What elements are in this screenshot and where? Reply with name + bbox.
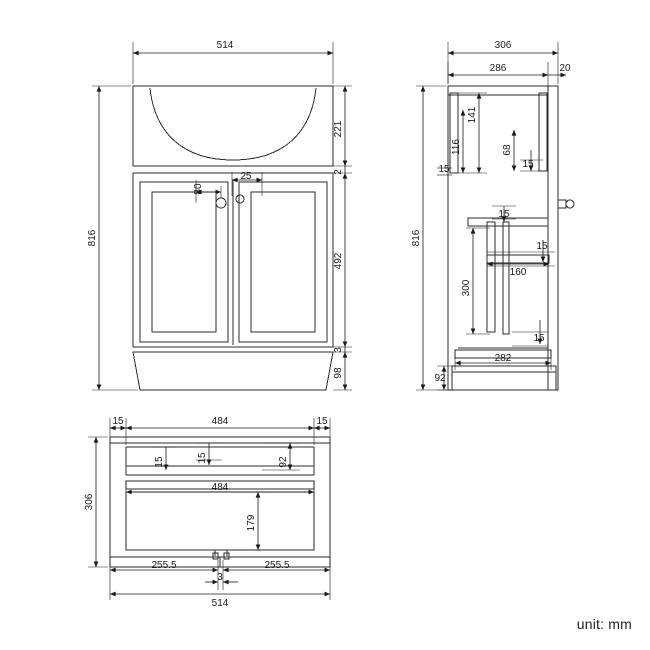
dim-front-handle-gap: 25 [240,171,252,182]
dim-front-handle-offset: 80 [193,183,204,195]
dim-side-body-depth: 286 [489,63,507,74]
dim-side-depth: 306 [494,40,512,51]
side-view-geometry [448,86,574,390]
front-view-geometry [133,86,333,390]
dim-plan-overall-width: 514 [211,598,229,609]
dim-front-plinth-height: 98 [333,367,344,379]
dim-plan-rail-offset: 92 [278,456,289,468]
dim-plan-panel-width: 484 [211,482,229,493]
dim-side-base-width: 282 [494,353,512,364]
dim-side-shelf-thickness: 15 [536,241,548,252]
dim-side-top-rail: 141 [467,106,478,124]
dim-plan-left-margin: 15 [112,416,124,427]
dim-front-door-height: 492 [333,252,344,270]
dim-plan-panel-depth: 179 [246,514,257,532]
dim-side-rail-height-left: 116 [451,139,462,155]
dim-front-basin-height: 221 [333,120,344,138]
dim-side-rail-thickness-top: 15 [438,164,450,175]
dim-side-rail-thickness-right: 15 [522,159,534,170]
dim-plan-door-right: 255.5 [264,560,290,571]
plan-view-geometry [110,437,330,567]
dim-side-shelf-bottom: 15 [533,333,545,344]
dim-plan-inner-width: 484 [211,416,229,427]
dim-plan-rail-a: 15 [154,456,165,468]
dim-side-rail-height-right: 68 [502,144,513,156]
dim-front-height: 816 [87,229,98,247]
dim-plan-right-margin: 15 [316,416,328,427]
dim-front-plinth-gap: 3 [333,347,344,353]
dim-plan-door-gap: 3 [217,572,223,583]
dim-front-top-gap: 2 [333,169,344,175]
dim-side-height: 816 [411,229,422,247]
dim-side-shelf-offset: 15 [498,209,510,220]
unit-note: unit: mm [576,616,632,632]
dim-side-shelf-drop: 300 [461,279,472,297]
dim-side-base-height: 92 [434,373,446,384]
dim-plan-depth: 306 [84,493,95,511]
dim-front-width: 514 [216,40,234,51]
dim-side-shelf-width: 160 [509,267,527,278]
dim-plan-door-left: 255.5 [151,560,177,571]
dim-plan-rail-b: 15 [197,452,208,464]
dim-side-back-panel: 20 [559,63,571,74]
